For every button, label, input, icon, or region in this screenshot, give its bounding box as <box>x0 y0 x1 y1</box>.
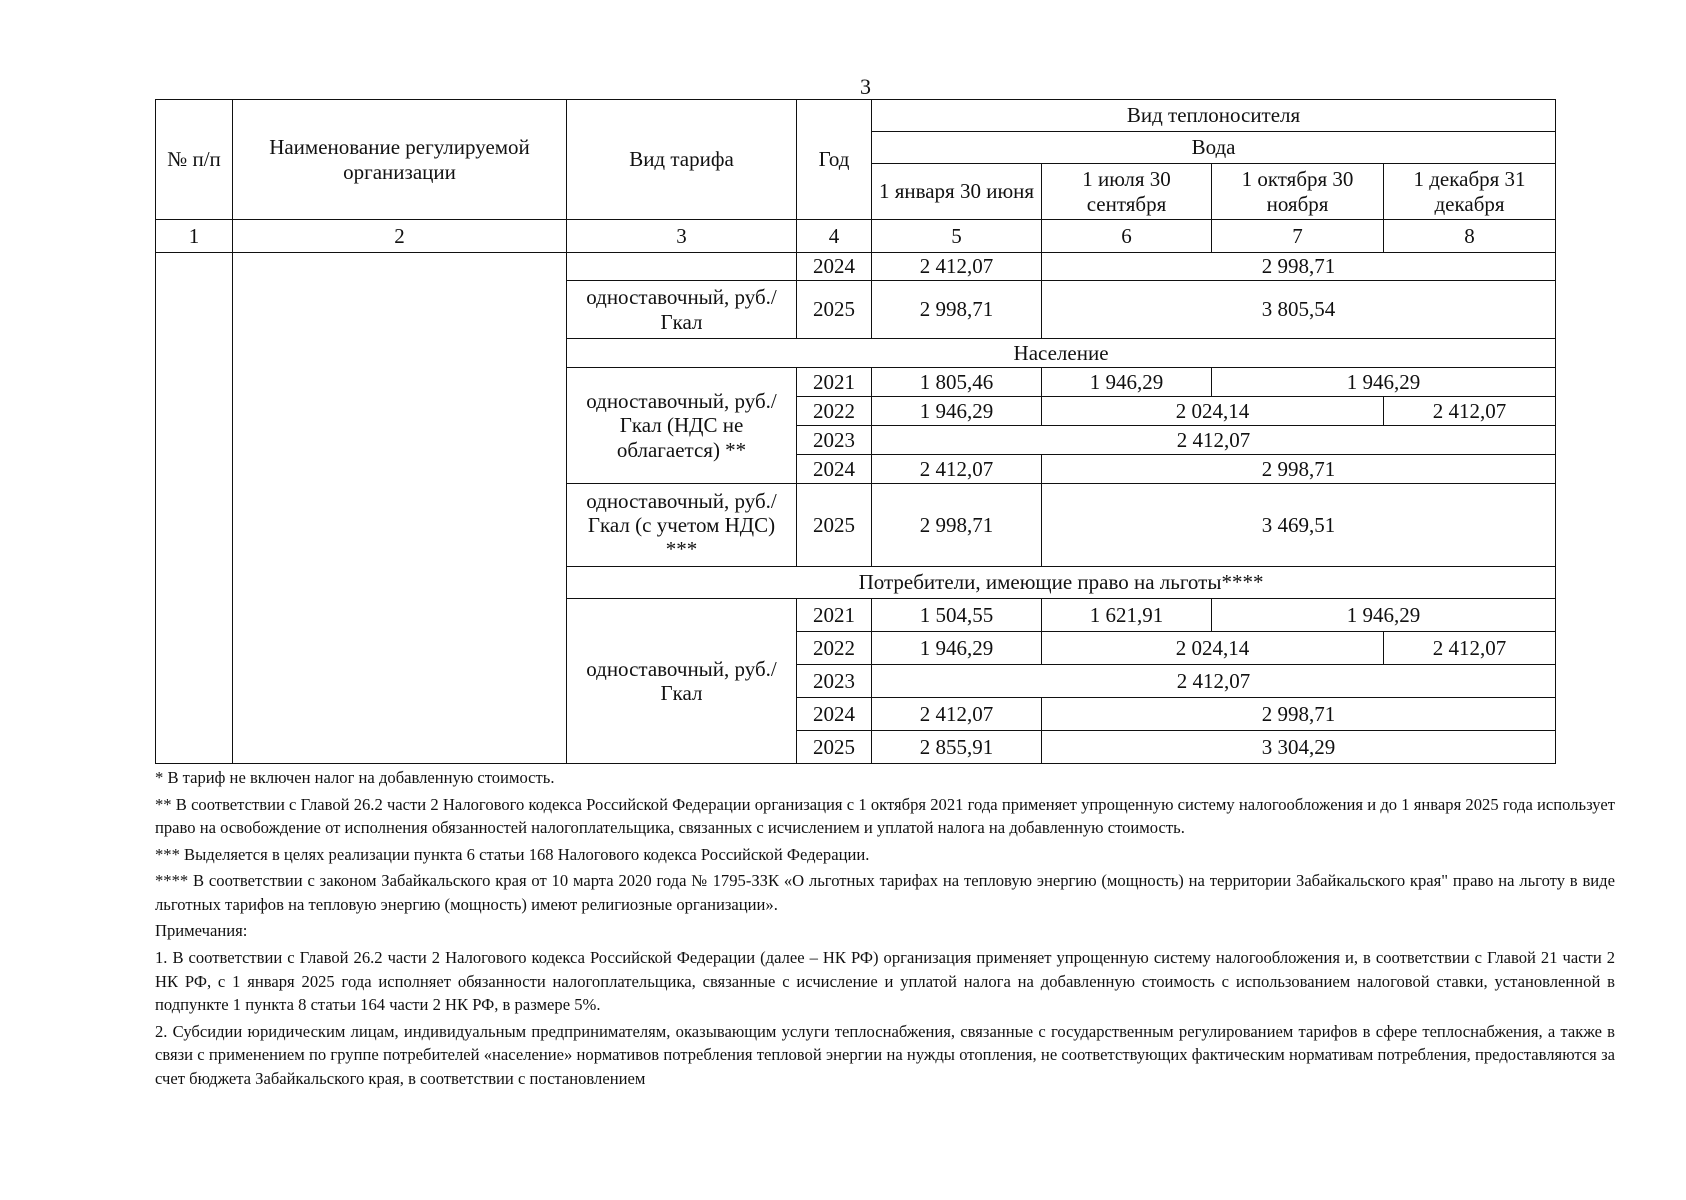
year-cell: 2024 <box>797 698 872 731</box>
year-cell: 2023 <box>797 426 872 455</box>
section-population: Население <box>567 339 1556 368</box>
col-number: 2 <box>233 220 567 253</box>
value-cell: 2 998,71 <box>872 484 1042 567</box>
value-cell: 2 412,07 <box>872 698 1042 731</box>
header-period-3: 1 октября 30 ноября <box>1212 164 1384 220</box>
value-cell: 2 412,07 <box>872 455 1042 484</box>
value-cell: 1 805,46 <box>872 368 1042 397</box>
header-num: № п/п <box>156 100 233 220</box>
value-cell: 2 412,07 <box>1384 632 1556 665</box>
value-cell: 2 998,71 <box>1042 698 1556 731</box>
value-cell: 1 504,55 <box>872 599 1042 632</box>
value-cell: 3 805,54 <box>1042 281 1556 339</box>
page-number: 3 <box>860 74 871 99</box>
header-period-1: 1 января 30 июня <box>872 164 1042 220</box>
header-carrier: Вид теплоносителя <box>872 100 1556 132</box>
notes-heading: Примечания: <box>155 921 248 941</box>
col-number: 3 <box>567 220 797 253</box>
col-number: 7 <box>1212 220 1384 253</box>
col-number: 8 <box>1384 220 1556 253</box>
tariff-type-cell: одноставочный, руб./Гкал (НДС не облагается) ** <box>567 368 797 484</box>
value-cell: 2 412,07 <box>872 253 1042 281</box>
value-cell: 1 946,29 <box>1212 368 1556 397</box>
footnote: *** Выделяется в целях реализации пункта 6 статьи 168 Налогового кодекса Российской Федерации. <box>155 844 870 864</box>
value-cell: 2 024,14 <box>1042 632 1384 665</box>
value-cell: 1 946,29 <box>1212 599 1556 632</box>
value-cell: 2 998,71 <box>1042 253 1556 281</box>
year-cell: 2023 <box>797 665 872 698</box>
header-org: Наименование регулируемой организации <box>233 100 567 220</box>
value-cell: 2 412,07 <box>1384 397 1556 426</box>
value-cell: 1 946,29 <box>1042 368 1212 397</box>
tariff-type-cell: одноставочный, руб./Гкал (с учетом НДС) *** <box>567 484 797 567</box>
footnote: * В тариф не включен налог на добавленную стоимость. <box>155 768 555 787</box>
value-cell: 3 304,29 <box>1042 731 1556 764</box>
org-cell <box>233 253 567 764</box>
year-cell: 2024 <box>797 455 872 484</box>
note: 1. В соответствии с Главой 26.2 части 2 Налогового кодекса Российской Федерации (далее – НК РФ) организация применяет упрощенную систему налогообложения и, в соответствии с Главой 21 части 2 НК РФ, с 1 января 2025 года исполняет обязанности налогоплательщика, связанные с исчисление и уплатой налога на добавленную стоимость с использованием налоговой ставки, установленной в подпункте 1 пункта 8 статьи 164 части 2 НК РФ, в размере 5%. <box>155 947 1615 1015</box>
section-privileged: Потребители, имеющие право на льготы**** <box>567 567 1556 599</box>
header-period-4: 1 декабря 31 декабря <box>1384 164 1556 220</box>
tariff-table <box>155 99 1556 764</box>
header-water: Вода <box>872 132 1556 164</box>
year-cell: 2022 <box>797 397 872 426</box>
value-cell: 1 946,29 <box>872 632 1042 665</box>
footnotes <box>155 766 1615 1093</box>
note: 2. Субсидии юридическим лицам, индивидуальным предпринимателям, оказывающим услуги теплоснабжения, связанные с государственным регулированием тарифов в сфере теплоснабжения, а также в связи с применением по группе потребителей «население» нормативов потребления тепловой энергии на нужды отопления, не соответствующих фактическим нормативам потребления, предоставляются за счет бюджета Забайкальского края, в соответствии с постановлением <box>155 1021 1615 1088</box>
year-cell: 2024 <box>797 253 872 281</box>
value-cell: 1 621,91 <box>1042 599 1212 632</box>
col-number: 6 <box>1042 220 1212 253</box>
year-cell: 2025 <box>797 731 872 764</box>
col-number: 4 <box>797 220 872 253</box>
value-cell: 3 469,51 <box>1042 484 1556 567</box>
value-cell: 1 946,29 <box>872 397 1042 426</box>
header-tariff-type: Вид тарифа <box>567 100 797 220</box>
year-cell: 2025 <box>797 484 872 567</box>
footnote: **** В соответствии с законом Забайкальского края от 10 марта 2020 года № 1795-ЗЗК «О льготных тарифах на тепловую энергию (мощность) на территории Забайкальского края" право на льготу в виде льготных тарифов на тепловую энергию (мощность) имеют религиозные организации». <box>155 871 1615 914</box>
header-period-2: 1 июля 30 сентября <box>1042 164 1212 220</box>
value-cell: 2 412,07 <box>872 426 1556 455</box>
value-cell: 2 998,71 <box>872 281 1042 339</box>
year-cell: 2025 <box>797 281 872 339</box>
footnote: ** В соответствии с Главой 26.2 части 2 Налогового кодекса Российской Федерации организация с 1 октября 2021 года применяет упрощенную систему налогообложения и до 1 января 2025 года использует право на освобождение от исполнения обязанностей налогоплательщика, связанных с исчислением и уплатой налога на добавленную стоимость. <box>155 794 1615 838</box>
value-cell: 2 412,07 <box>872 665 1556 698</box>
year-cell: 2021 <box>797 368 872 397</box>
header-year: Год <box>797 100 872 220</box>
col-number: 1 <box>156 220 233 253</box>
tariff-type-cell: одноставочный, руб./Гкал <box>567 281 797 339</box>
value-cell: 2 998,71 <box>1042 455 1556 484</box>
tariff-type-cell <box>567 253 797 281</box>
num-cell <box>156 253 233 764</box>
year-cell: 2022 <box>797 632 872 665</box>
year-cell: 2021 <box>797 599 872 632</box>
col-number: 5 <box>872 220 1042 253</box>
value-cell: 2 024,14 <box>1042 397 1384 426</box>
tariff-type-cell: одноставочный, руб./Гкал <box>567 599 797 764</box>
value-cell: 2 855,91 <box>872 731 1042 764</box>
